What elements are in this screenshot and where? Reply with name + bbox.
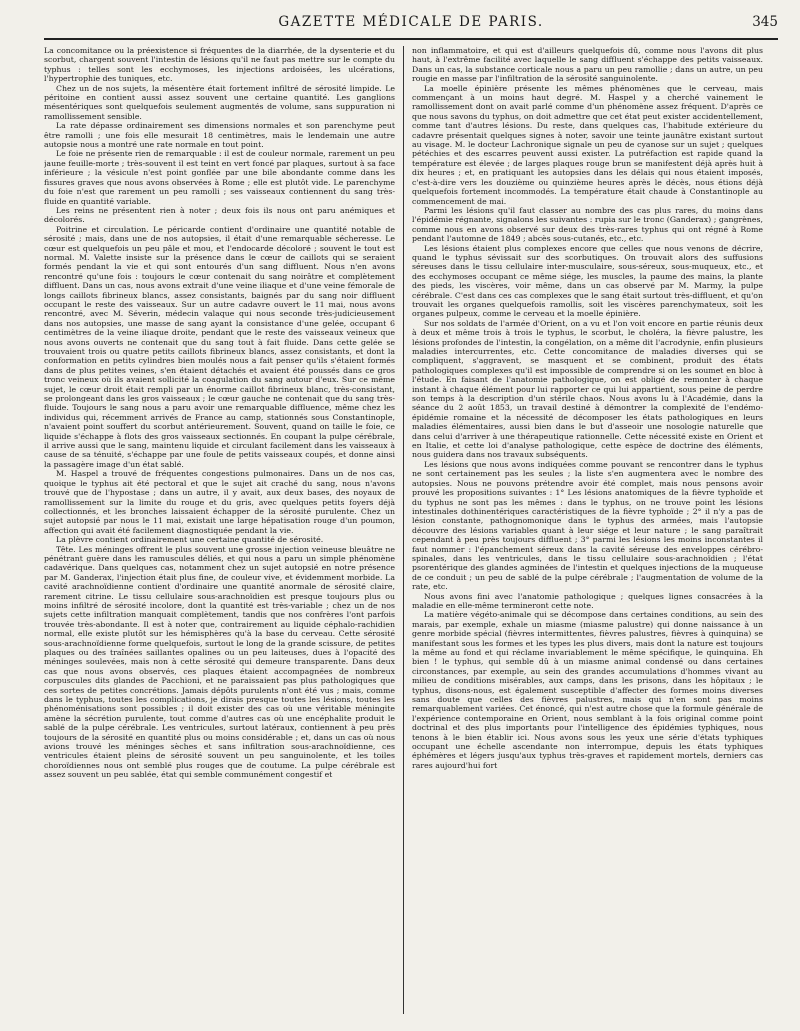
paragraph: Chez un de nos sujets, la mésentère était fortement infiltré de sérosité limpide. Le péritoine en contient aussi assez souvent une certaine quantité. Les ganglions mésentériques sont quelquefois seulement augmentés de volume, sans suppuration ni ramollissement sensible. xyxy=(44,83,395,121)
left-column xyxy=(44,46,395,1014)
paragraph: La moelle épinière présente les mêmes phénomènes que le cerveau, mais commençant à un moins haut degré. M. Haspel y a cherché vainement le ramollissement dont on avait parlé comme d'un phénomène assez fréquent. D'après ce que nous savons du typhus, on doit admettre que cet état peut exister accidentellement, comme tant d'autres lésions. Du reste, dans quelques cas, l'habitude extérieure du cadavre présentait quelques signes à noter, savoir une teinte jaunâtre existant surtout au visage. M. le docteur Lachronique signale un peu de cyanose sur un sujet ; quelques pétéchies et des escarres peuvent aussi exister. La putréfaction est rapide quand la température est élevée ; de larges plaques rouge brun se manifestent déjà après huit à dix heures ; et, en pratiquant les autopsies dans les délais qui nous étaient imposés, c'est-à-dire vers les douzième ou quinzième heures après le décès, nous étions déjà quelquefois fortement incommodés. La température était chaude à Constantinople au commencement de mai. xyxy=(412,83,763,206)
paragraph: La plèvre contient ordinairement une certaine quantité de sérosité. xyxy=(56,535,324,545)
page-header xyxy=(44,14,778,36)
paragraph: La matière végéto-animale qui se décompose dans certaines conditions, au sein des marais, par exemple, exhale un miasme (miasme palustre) qui donne naissance à un genre morbide spécial (fièvres intermittentes, fièvres palustres, fièvres à quinquina) se manifestant sous les formes et les types les plus divers, mais dont la nature est toujours la même au fond et qui réclame invariablement le même spécifique, le quinquina. Eh bien ! le typhus, qui semble dû à un miasme animal condensé ou dans certaines circonstances, par exemple, au sein des grandes accumulations d'hommes vivant au milieu de conditions misérables, aux camps, dans les prisons, dans les hôpitaux ; le typhus, disons-nous, est également susceptible d'affecter des formes moins diverses sans doute que celles des fièvres palustres, mais qui n'en sont pas moins remarquablement variées. Cet énoncé, qui n'est autre chose que la formule générale de l'expérience contemporaine en Orient, nous semblant à la fois original comme point doctrinal et des plus importants pour l'intelligence des épidémies typhiques, nous tenons à le bien établir ici. Nous avons sous les yeux une série d'états typhiques occupant une échelle ascendante non interrompue, depuis les états typhiques éphémères et légers jusqu'aux typhus très-graves et rapidement mortels, derniers cas rares aujourd'hui fort xyxy=(412,610,763,770)
page-number: 345 xyxy=(752,14,778,30)
journal-title: GAZETTE MÉDICALE DE PARIS. xyxy=(278,14,544,30)
paragraph: Parmi les lésions qu'il faut classer au nombre des cas plus rares, du moins dans l'épidémie régnante, signalons les suivantes : rupia sur le tronc (Ganderax) ; gangrènes, comme nous en avons observé sur deux des très-rares typhus qui ont régné à Rome pendant l'automne de 1849 ; abcès sous-cutanés, etc., etc. xyxy=(412,205,763,244)
paragraph: La rate dépasse ordinairement ses dimensions normales et son parenchyme peut être ramolli ; une fois elle mesurait 18 centimètres, mais le lendemain une autre autopsie nous a montré une rate normale en tout point. xyxy=(44,121,395,150)
header-rule xyxy=(44,38,778,40)
paragraph: La concomitance ou la préexistence si fréquentes de la diarrhée, de la dysenterie et du scorbut, chargent souvent l'intestin de lésions qu'il ne faut pas mettre sur le compte du typhus : telles sont les ecchymoses, les injections ardoisées, les ulcérations, l'hypertrophie des tuniques, etc. xyxy=(44,46,395,84)
paragraph: Tête. Les méninges offrent le plus souvent une grosse injection veineuse bleuâtre ne pénétrant guère dans les ramuscules déliés, et qui nous a paru un simple phénomène cadavérique. Dans quelques cas, notamment chez un sujet autopsié en notre présence par M. Ganderax, l'injection était plus fine, de couleur vive, et évidemment morbide. La cavité arachnoïdienne contient d'ordinaire une quantité anormale de sérosité claire, rarement citrine. Le tissu cellulaire sous-arachnoïdien est presque toujours plus ou moins infiltré de sérosité incolore, dont la quantité est très-variable ; chez un de nos sujets cette infiltration manquait complètement, tandis que nos confrères l'ont parfois trouvée très-abondante. Il est à noter que, contrairement au liquide céphalo-rachidien normal, elle existe plutôt sur les hémisphères qu'à la base du cerveau. Cette sérosité sous-arachnoïdienne forme quelquefois, surtout le long de la grande scissure, de petites plaques ou des traînées saillantes opalines ou un peu laiteuses, dues à l'opacité des méninges soulevées, mais non à cette sérosité qui demeure transparente. Dans deux cas que nous avons observés, ces plaques étaient accompagnées de nombreux corpuscules dits glandes de Pacchioni, et ne paraissaient pas plus pathologiques que ces sortes de petites concrétions. Jamais dépôts purulents n'ont été vus ; mais, comme dans le typhus, toutes les complications, je dirais presque toutes les lésions, toutes les phénoménisations sont possibles ; il doit exister des cas où une véritable méningite amène la sécrétion purulente, tout comme d'autres cas où une encéphalite produit le sablé de la pulpe cérébrale. Les ventricules, surtout latéraux, contiennent à peu près toujours de la sérosité en quantité plus ou moins considérable ; et, dans un cas où nous avions trouvé les méninges sèches et sans infiltration sous-arachnoïdienne, ces ventricules étaient pleins de sérosité souvent un peu sanguinolente, et les toiles choroïdiennes nous ont semblé plus rouges que de coutume. La pulpe cérébrale est assez souvent un peu sablée, état qui semble communément congestif et xyxy=(44,544,395,780)
paragraph: Poitrine et circulation. Le péricarde contient d'ordinaire une quantité notable de sérosité ; mais, dans une de nos autopsies, il était d'une remarquable sécheresse. Le cœur est quelquefois un peu pâle et mou, et l'endocarde décoloré ; souvent le tout est normal. M. Valette insiste sur la présence dans le cœur de caillots qui se seraient formés pendant la vie et qui sont entourés d'un sang diffluent. Nous n'en avons rencontré qu'une fois : toujours le cœur contenait du sang noirâtre et complètement diffluent. Dans un cas, nous avons extrait d'une veine iliaque et d'une veine fémorale de longs caillots fibrineux blancs, assez consistants, baignés par du sang noir diffluent occupant le reste des vaisseaux. Sur un autre cadavre ouvert le 11 mai, nous avons rencontré, avec M. Séverin, médecin valaque qui nous seconde très-judicieusement dans nos autopsies, une masse de sang ayant la consistance d'une gelée, occupant 6 centimètres de la veine iliaque droite, pendant que le reste des vaisseaux veineux que nous avons ouverts ne contenait que du sang tout à fait fluide. Dans cette gelée se trouvaient trois ou quatre petits caillots fibrineux blancs, assez consistants, et dont la conformation en petits cylindres bien moulés nous a fait penser qu'ils s'étaient formés dans de plus petites veines, s'en étaient détachés et avaient été poussés dans ce gros tronc veineux où ils avaient sollicité la coagulation du sang autour d'eux. Sur ce même sujet, le cœur droit était rempli par un énorme caillot fibrineux blanc, très-consistant, se prolongeant dans les gros vaisseaux ; le cœur gauche ne contenait que du sang très-fluide. Toujours le sang nous a paru avoir une remarquable diffluence, même chez les individus qui, récemment arrivés de France au camp, stationnés sous Constantinople, n'avaient point souffert du scorbut antérieurement. Souvent, quand on taille le foie, ce liquide s'échappe à flots des gros vaisseaux sectionnés. En coupant la pulpe cérébrale, il arrive aussi que le sang, maintenu liquide et circulant facilement dans les vaisseaux à cause de sa ténuité, s'échappe par une foule de petits vaisseaux coupés, et donne ainsi la passagère image d'un état sablé. xyxy=(44,224,395,469)
paragraph: Les lésions que nous avons indiquées comme pouvant se rencontrer dans le typhus ne sont certainement pas les seules ; la liste s'en augmentera avec le nombre des autopsies. Nous ne pouvons prétendre avoir été complet, mais nous pensons avoir prouvé les propositions suivantes : 1° Les lésions anatomiques de la fièvre typhoïde et du typhus ne sont pas les mêmes : dans le typhus, on ne trouve point les lésions intestinales dothinentériques caractéristiques de la fièvre typhoïde ; 2° il n'y a pas de lésion constante, pathognomonique dans le typhus des armées, mais l'autopsie découvre des lésions variables quant à leur siége et leur nature ; le sang paraîtrait cependant à peu près toujours diffluent ; 3° parmi les lésions les moins inconstantes il faut nommer : l'épanchement séreux dans la cavité séreuse des enveloppes cérébro-spinales, dans les ventricules, dans le tissu cellulaire sous-arachnoïdien ; l'état psorentérique des glandes agminées de l'intestin et quelques injections de la muqueuse de ce conduit ; un peu de sablé de la pulpe cérébrale ; l'augmentation de volume de la rate, etc. xyxy=(412,459,763,592)
paragraph: Nous avons fini avec l'anatomie pathologique ; quelques lignes consacrées à la maladie en elle-même termineront cette note. xyxy=(412,591,763,610)
paragraph: Le foie ne présente rien de remarquable : il est de couleur normale, rarement un peu jaune feuille-morte ; très-souvent il est teint en vert foncé par plaques, surtout à sa face inférieure ; la vésicule n'est point gonflée par une bile abondante comme dans les fissures graves que nous avons observées à Rome ; elle est plutôt vide. Le parenchyme du foie n'est que rarement un peu ramolli ; ses vaisseaux contiennent du sang très-fluide en quantité variable. xyxy=(44,149,395,206)
paragraph: Les lésions étaient plus complexes encore que celles que nous venons de décrire, quand le typhus sévissait sur des scorbutiques. On trouvait alors des suffusions séreuses dans le tissu cellulaire inter-musculaire, sous-séreux, sous-muqueux, etc., et des ecchymoses occupant ce même siége, les muscles, la paume des mains, la plante des pieds, les viscères, voir même, dans un cas observé par M. Marmy, la pulpe cérébrale. C'est dans ces cas complexes que le sang était surtout très-diffluent, et qu'on trouvait les organes quelquefois ramollis, soit les viscères parenchymateux, soit les organes pulpeux, comme le cerveau et la moelle épinière. xyxy=(412,243,763,319)
column-divider xyxy=(403,46,404,1014)
paragraph: M. Haspel a trouvé de fréquentes congestions pulmonaires. Dans un de nos cas, quoique le typhus ait été pectoral et que le sujet ait craché du sang, nous n'avons trouvé que de l'hypostase ; dans un autre, il y avait, aux deux bases, des noyaux de ramollissement sur la limite du rouge et du gris, avec quelques petits foyers déjà collectionnés, et les bronches laissaient échapper de la sérosité purulente. Chez un sujet autopsié par nous le 11 mai, existait une large hépatisation rouge d'un poumon, affection qui avait été facilement diagnostiquée pendant la vie. xyxy=(44,469,395,535)
paragraph: non inflammatoire, et qui est d'ailleurs quelquefois dû, comme nous l'avons dit plus haut, à l'extrême facilité avec laquelle le sang diffluent s'échappe des petits vaisseaux. Dans un cas, la substance corticale nous a paru un peu ramollie ; dans un autre, un peu rougie en masse par l'infiltration de la sérosité sanguinolente. xyxy=(412,46,763,84)
paragraph: Sur nos soldats de l'armée d'Orient, on a vu et l'on voit encore en partie réunis deux à deux et même trois à trois le typhus, le scorbut, le choléra, la fièvre palustre, les lésions profondes de l'intestin, la congélation, on a même dit l'acrodynie, enfin plusieurs maladies intercurrentes, etc. Cette concomitance de maladies diverses qui se compliquent, s'aggravent, se masquent et se combinent, produit des états pathologiques complexes qu'il est impossible de comprendre si on les soumet en bloc à l'étude. En faisant de l'anatomie pathologique, on est obligé de remonter à chaque instant à chaque élément pour lui rapporter ce qui lui appartient, sous peine de perdre son temps à la description d'un stérile chaos. Nous avons lu à l'Académie, dans la séance du 2 août 1853, un travail destiné à démontrer la complexité de l'endémo-épidémie romaine et la nécessité de décomposer les états pathologiques en leurs maladies élémentaires, aussi bien dans le but d'asseoir une nosologie naturelle que dans celui d'arriver à une thérapeutique rationnelle. Cette nécessité existe en Orient et en Italie, et cette loi d'analyse pathologique, cette espèce de doctrine des éléments, nous guidera dans nos travaux subséquents. xyxy=(412,318,763,460)
text-columns xyxy=(44,46,778,1014)
right-column xyxy=(412,46,763,1014)
paragraph: Les reins ne présentent rien à noter ; deux fois ils nous ont paru anémiques et décolorés. xyxy=(44,205,395,225)
